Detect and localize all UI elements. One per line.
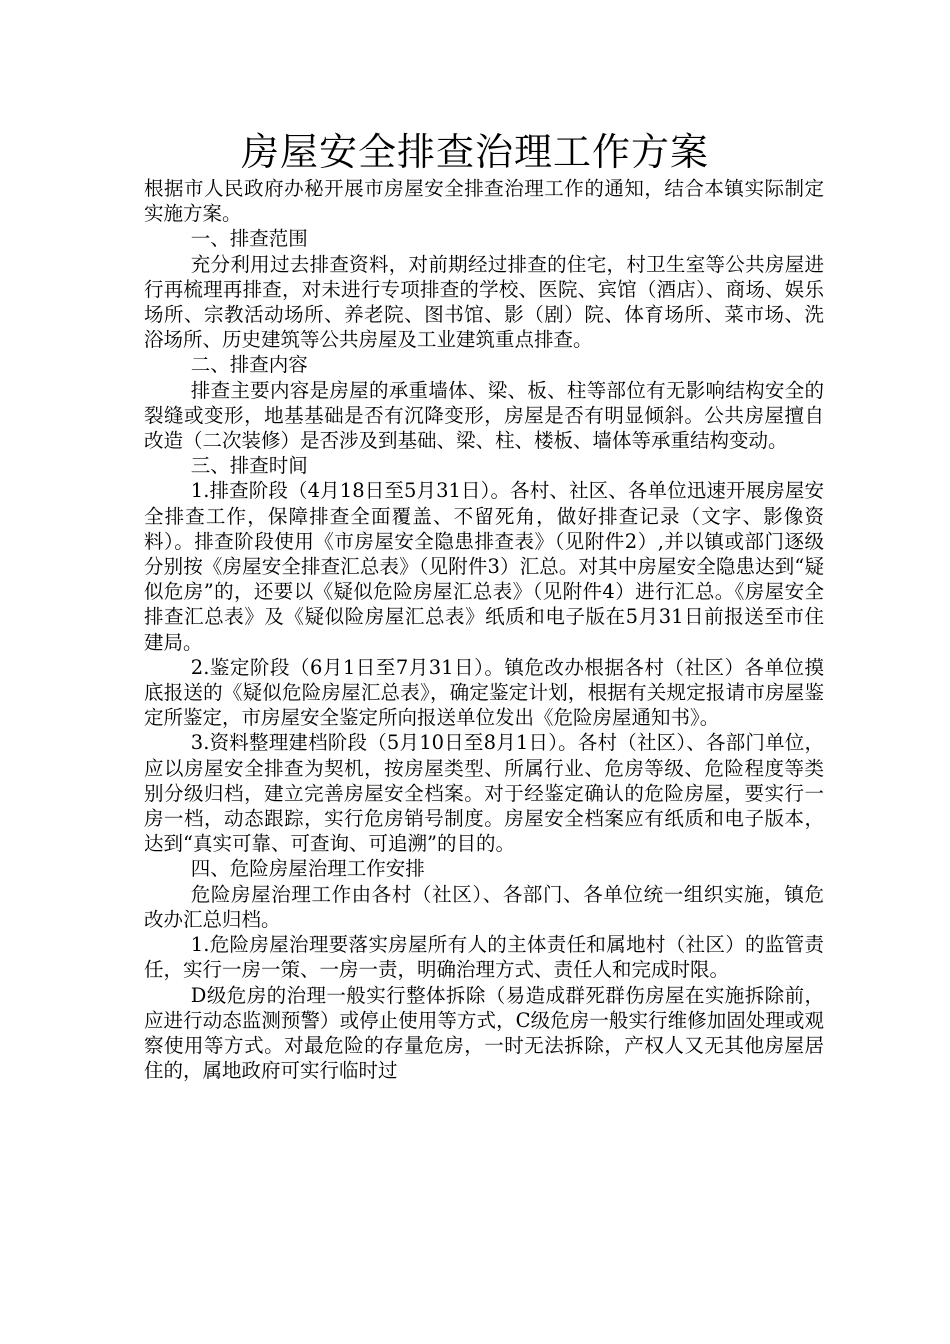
section-heading-scope: 一、排查范围 — [190, 227, 308, 251]
time-paragraph-2: 2.鉴定阶段（6月1日至7月31日）。镇危改办根据各村（社区）各单位摸底报送的《疑似危险房屋汇总表》，确定鉴定计划，根据有关规定报请市房屋鉴定所鉴定，市房屋安全鉴定所向报送单位发出《危险房屋通知书》。 — [144, 655, 824, 730]
time-paragraph-1: 1.排查阶段（4月18日至5月31日）。各村、社区、各单位迅速开展房屋安全排查工作，保障排查全面覆盖、不留死角，做好排查记录（文字、影像资料）。排查阶段使用《市房屋安全隐患排查表》（见附件2）,并以镇或部门逐级分别按《房屋安全排查汇总表》（见附件3）汇总。对其中房屋安全隐患达到“疑似危房”的，还要以《疑似危险房屋汇总表》（见附件4）进行汇总。《房屋安全排查汇总表》及《疑似险房屋汇总表》纸质和电子版在5月31日前报送至市住建局。 — [144, 479, 824, 654]
section-heading-time: 三、排查时间 — [190, 454, 308, 478]
scope-paragraph: 充分利用过去排查资料，对前期经过排查的住宅，村卫生室等公共房屋进行再梳理再排查，对未进行专项排查的学校、医院、宾馆（酒店）、商场、娱乐场所、宗教活动场所、养老院、图书馆、影（剧）院、体育场所、菜市场、洗浴场所、历史建筑等公共房屋及工业建筑重点排查。 — [144, 252, 824, 352]
document-body — [144, 176, 824, 1083]
content-paragraph: 排查主要内容是房屋的承重墙体、梁、板、柱等部位有无影响结构安全的裂缝或变形，地基基础是否有沉降变形，房屋是否有明显倾斜。公共房屋擅自改造（二次装修）是否涉及到基础、梁、柱、楼板、墙体等承重结构变动。 — [144, 378, 824, 453]
governance-paragraph: 危险房屋治理工作由各村（社区）、各部门、各单位统一组织实施，镇危改办汇总归档。 — [144, 882, 824, 931]
document-title: 房屋安全排查治理工作方案 — [240, 130, 709, 174]
section-heading-governance: 四、危险房屋治理工作安排 — [190, 857, 425, 881]
intro-paragraph: 根据市人民政府办秘开展市房屋安全排查治理工作的通知，结合本镇实际制定实施方案。 — [144, 177, 824, 226]
section-heading-content: 二、排查内容 — [190, 353, 308, 377]
governance-paragraph-1: 1.危险房屋治理要落实房屋所有人的主体责任和属地村（社区）的监管责任，实行一房一策、一房一责，明确治理方式、责任人和完成时限。 — [144, 933, 824, 982]
governance-paragraph-2: D级危房的治理一般实行整体拆除（易造成群死群伤房屋在实施拆除前，应进行动态监测预警）或停止使用等方式，C级危房一般实行维修加固处理或观察使用等方式。对最危险的存量危房，一时无法拆除，产权人又无其他房屋居住的，属地政府可实行临时过 — [144, 983, 824, 1083]
time-paragraph-3: 3.资料整理建档阶段（5月10日至8月1日）。各村（社区）、各部门单位，应以房屋安全排查为契机，按房屋类型、所属行业、危房等级、危险程度等类别分级归档，建立完善房屋安全档案。对于经鉴定确认的危险房屋，要实行一房一档，动态跟踪，实行危房销号制度。房屋安全档案应有纸质和电子版本，达到“真实可靠、可查询、可追溯”的目的。 — [144, 731, 824, 856]
